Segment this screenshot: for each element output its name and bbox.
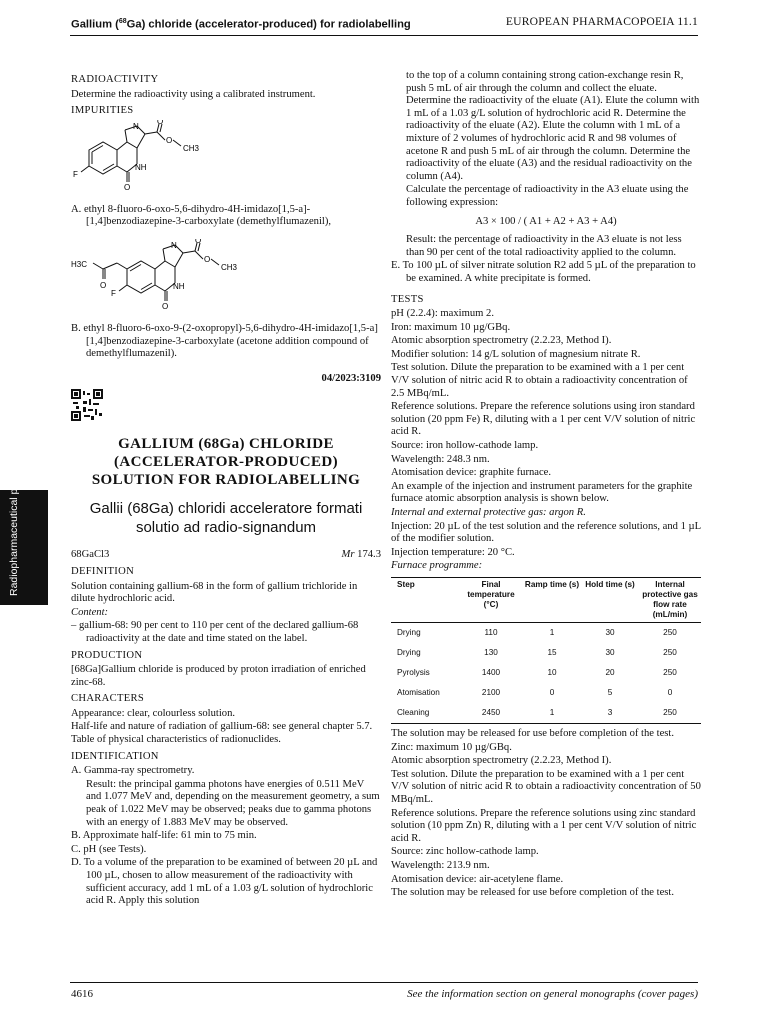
footer-rule bbox=[70, 982, 698, 983]
atom-ch3: CH3 bbox=[221, 262, 238, 272]
reference-solutions-2: Reference solutions. Prepare the reference solutions using zinc standard solution (10 ppm Zn) R, diluting with a 1 per cent V/V solution of nitric acid R. bbox=[391, 807, 697, 844]
relative-molecular-mass: Mr 174.3 bbox=[341, 549, 381, 561]
table-cell: 250 bbox=[663, 627, 677, 637]
table-cell: 0 bbox=[667, 687, 673, 697]
halflife-text: Half-life and nature of radiation of gallium-68: see general chapter 5.7. Table of physical characteristics of radionuclides. bbox=[71, 721, 373, 746]
atom-o: O bbox=[166, 135, 173, 145]
atom-h3c: H3C bbox=[71, 259, 88, 269]
table-cell: 0 bbox=[549, 687, 555, 697]
iron-test: Iron: maximum 10 µg/GBq. bbox=[391, 321, 511, 333]
left-column bbox=[71, 70, 381, 909]
monograph-title bbox=[71, 435, 381, 489]
column-header: Ramp time (s) bbox=[523, 577, 581, 622]
table-cell: 30 bbox=[605, 627, 615, 637]
section-side-tab: Radiopharmaceutical preparations bbox=[0, 490, 48, 605]
identification-heading: IDENTIFICATION bbox=[71, 750, 159, 762]
identification-a: A. Gamma-ray spectrometry. bbox=[71, 765, 195, 777]
production-heading: PRODUCTION bbox=[71, 649, 143, 661]
release-note-2: The solution may be released for use before completion of the test. bbox=[391, 887, 674, 899]
column-header: Final temperature (°C) bbox=[459, 577, 523, 622]
table-cell: 20 bbox=[605, 667, 615, 677]
appearance-text: Appearance: clear, colourless solution. bbox=[71, 707, 236, 719]
reference-solutions-1: Reference solutions. Prepare the reference solutions using iron standard solution (20 ppm Fe) R, diluting with a 1 per cent V/V solution of nitric acid R. bbox=[391, 401, 696, 438]
test-solution-1: Test solution. Dilute the preparation to be examined with a 1 per cent V/V solution of nitric acid R to obtain a radioactivity concentration of 2.5 MBq/mL. bbox=[391, 362, 688, 399]
identification-d: D. To a volume of the preparation to be examined of between 20 µL and 100 µL, chosen to allow measurement of the radioactivity with sufficient accuracy, add 1 mL of a 1.03 g/L solution of hydrochloric acid R. Apply this solution bbox=[71, 857, 378, 907]
atom-o: O bbox=[195, 238, 202, 245]
column-header: Step bbox=[391, 577, 459, 622]
table-cell: 130 bbox=[484, 647, 498, 657]
furnace-programme-label: Furnace programme: bbox=[391, 560, 483, 572]
title-line-3: SOLUTION FOR RADIOLABELLING bbox=[91, 472, 361, 489]
content-label: Content: bbox=[71, 606, 109, 618]
table-cell: Drying bbox=[397, 627, 421, 637]
radioactivity-heading: RADIOACTIVITY bbox=[71, 74, 159, 85]
identification-d-continued: to the top of a column containing strong cation-exchange resin R, push 5 mL of air through the column and collect the eluate. Determine the radioactivity of the eluate (A1). Elute the column with 1 mL of a 1.03 g/L solution of hydrochloric acid R. Determine the radioactivity of the eluate (A2). Elute the column with 1 mL of a mixture of 2 volumes of hydrochloric acid R and 98 volumes of acetone R and push 5 mL of air through the column. Determine the radioactivity of the eluate (A3) and the residual radioactivity on the column (A4). bbox=[406, 70, 700, 182]
publisher-title: EUROPEAN PHARMACOPOEIA 11.1 bbox=[505, 15, 698, 28]
atomisation-2: Atomisation device: air-acetylene flame. bbox=[391, 873, 564, 885]
atom-f: F bbox=[73, 169, 78, 179]
characters-heading: CHARACTERS bbox=[71, 693, 145, 705]
atom-o: O bbox=[162, 301, 169, 311]
table-row bbox=[391, 622, 701, 643]
column-header: Internal protective gas flow rate (mL/min) bbox=[639, 577, 701, 622]
table-row bbox=[391, 703, 701, 724]
title-line-1: GALLIUM (68Ga) CHLORIDE bbox=[118, 436, 334, 453]
column-header: Hold time (s) bbox=[581, 577, 639, 622]
table-header-row bbox=[391, 577, 701, 622]
identification-e: E. To 100 µL of silver nitrate solution R2 add 5 µL of the preparation to be examined. A white precipitate is formed. bbox=[391, 260, 696, 284]
tests-heading: TESTS bbox=[391, 293, 424, 305]
table-cell: 2450 bbox=[459, 703, 523, 724]
injection-temperature: Injection temperature: 20 °C. bbox=[391, 546, 515, 558]
table-cell: 10 bbox=[547, 667, 557, 677]
impurity-b: B. ethyl 8-fluoro-6-oxo-9-(2-oxopropyl)-5,6-dihydro-4H-imidazo[1,5-a][1,4]benzodiazepine-3-carboxylate (acetone addition compound of demethylflumazenil). bbox=[71, 322, 378, 360]
molecular-formula: 68GaCl3 bbox=[71, 549, 110, 561]
release-note-1: The solution may be released for use before completion of the test. bbox=[391, 727, 674, 739]
table-row bbox=[391, 683, 701, 703]
monograph-number: 04/2023:3109 bbox=[321, 372, 381, 384]
source-1: Source: iron hollow-cathode lamp. bbox=[391, 440, 539, 452]
atom-o: O bbox=[204, 254, 211, 264]
table-cell: 250 bbox=[639, 703, 701, 724]
atom-nh: NH bbox=[135, 162, 147, 172]
table-row bbox=[391, 643, 701, 663]
table-cell: 3 bbox=[581, 703, 639, 724]
calculation-expression: A3 × 100 / ( A1 + A2 + A3 + A4) bbox=[475, 215, 617, 227]
table-cell: 1 bbox=[549, 627, 555, 637]
latin-line-1: Gallii (68Ga) chloridi acceleratore formati bbox=[89, 500, 363, 518]
table-cell: 110 bbox=[484, 627, 498, 637]
production-text: [68Ga]Gallium chloride is produced by proton irradiation of enriched zinc-68. bbox=[71, 664, 366, 688]
definition-text: Solution containing gallium-68 in the form of gallium trichloride in dilute hydrochloric acid. bbox=[71, 580, 358, 605]
content-item: – gallium-68: 90 per cent to 110 per cent of the declared gallium-68 radioactivity at the date and time stated on the label. bbox=[71, 620, 359, 644]
qr-code-icon bbox=[71, 389, 103, 421]
aas-method-1: Atomic absorption spectrometry (2.2.23, Method I). bbox=[391, 335, 612, 347]
zinc-test: Zinc: maximum 10 µg/GBq. bbox=[391, 741, 512, 753]
impurity-a: A. ethyl 8-fluoro-6-oxo-5,6-dihydro-4H-imidazo[1,5-a]-[1,4]benzodiazepine-3-carboxylate (demethylflumazenil), bbox=[71, 203, 332, 228]
identification-c: C. pH (see Tests). bbox=[71, 843, 147, 855]
modifier-solution: Modifier solution: 14 g/L solution of magnesium nitrate R. bbox=[391, 348, 641, 360]
calculation-text: Calculate the percentage of radioactivity in the A3 eluate using the following expression: bbox=[406, 184, 689, 208]
atom-n: N bbox=[133, 121, 139, 131]
atom-o: O bbox=[124, 182, 131, 192]
atom-ch3: CH3 bbox=[183, 143, 200, 153]
atom-o: O bbox=[100, 280, 107, 290]
table-row bbox=[391, 663, 701, 683]
furnace-programme-table bbox=[391, 577, 701, 724]
identification-result: Result: the percentage of radioactivity in the A3 eluate is not less than 90 per cent of the total radioactivity applied to the column. bbox=[406, 234, 682, 258]
example-text: An example of the injection and instrument parameters for the graphite furnace atomic absorption analysis is shown below. bbox=[391, 480, 693, 505]
table-cell: Cleaning bbox=[391, 703, 459, 724]
header-rule bbox=[70, 35, 698, 36]
source-2: Source: zinc hollow-cathode lamp. bbox=[391, 846, 539, 858]
protective-gas: Internal and external protective gas: argon R. bbox=[391, 507, 586, 518]
atomisation-1: Atomisation device: graphite furnace. bbox=[391, 467, 552, 479]
aas-method-2: Atomic absorption spectrometry (2.2.23, Method I). bbox=[391, 755, 612, 767]
table-cell: Pyrolysis bbox=[397, 667, 430, 677]
latin-title bbox=[71, 499, 381, 537]
wavelength-2: Wavelength: 213.9 nm. bbox=[391, 859, 490, 871]
title-line-2: (ACCELERATOR-PRODUCED) bbox=[113, 454, 339, 471]
atom-n: N bbox=[171, 240, 177, 250]
identification-b: B. Approximate half-life: 61 min to 75 min. bbox=[71, 830, 257, 842]
table-cell: 250 bbox=[663, 647, 677, 657]
table-cell: Atomisation bbox=[397, 687, 440, 697]
table-cell: 1 bbox=[523, 703, 581, 724]
structure-impurity-a bbox=[71, 120, 221, 192]
impurities-heading: IMPURITIES bbox=[71, 105, 134, 117]
injection-text: Injection: 20 µL of the test solution and the reference solutions, and 1 µL of the modifier solution. bbox=[391, 520, 701, 545]
wavelength-1: Wavelength: 248.3 nm. bbox=[391, 453, 490, 465]
table-cell: 2100 bbox=[481, 687, 501, 697]
ph-test: pH (2.2.4): maximum 2. bbox=[391, 308, 494, 320]
footer-note: See the information section on general monographs (cover pages) bbox=[407, 988, 698, 1000]
page-number: 4616 bbox=[71, 988, 93, 1000]
formula-row bbox=[71, 549, 381, 562]
table-cell: 250 bbox=[663, 667, 677, 677]
table-cell: 15 bbox=[547, 647, 557, 657]
definition-heading: DEFINITION bbox=[71, 565, 135, 577]
running-title: Gallium ($^{68}$Ga) chloride (accelerator-produced) for radiolabelling bbox=[71, 18, 411, 31]
atom-nh: NH bbox=[173, 281, 185, 291]
table-cell: Drying bbox=[397, 647, 421, 657]
atom-o: O bbox=[157, 119, 164, 126]
structure-impurity-b bbox=[71, 239, 251, 317]
table-cell: 5 bbox=[607, 687, 613, 697]
right-column bbox=[391, 70, 701, 901]
identification-a-result: Result: the principal gamma photons have energies of 0.511 MeV and 1.077 MeV and, depending on the measurement geometry, a sum peak of 1.022 MeV may be observed; peaks due to gamma photons with an energy of 1.883 MeV may be observed. bbox=[86, 778, 380, 828]
test-solution-2: Test solution. Dilute the preparation to be examined with a 1 per cent V/V solution of nitric acid R to obtain a radioactivity concentration of 50 MBq/mL. bbox=[391, 768, 701, 805]
table-cell: 1400 bbox=[481, 667, 501, 677]
table-cell: 30 bbox=[605, 647, 615, 657]
atom-f: F bbox=[111, 288, 116, 298]
radioactivity-text: Determine the radioactivity using a calibrated instrument. bbox=[71, 88, 316, 100]
latin-line-2: solutio ad radio-signandum bbox=[135, 519, 317, 537]
